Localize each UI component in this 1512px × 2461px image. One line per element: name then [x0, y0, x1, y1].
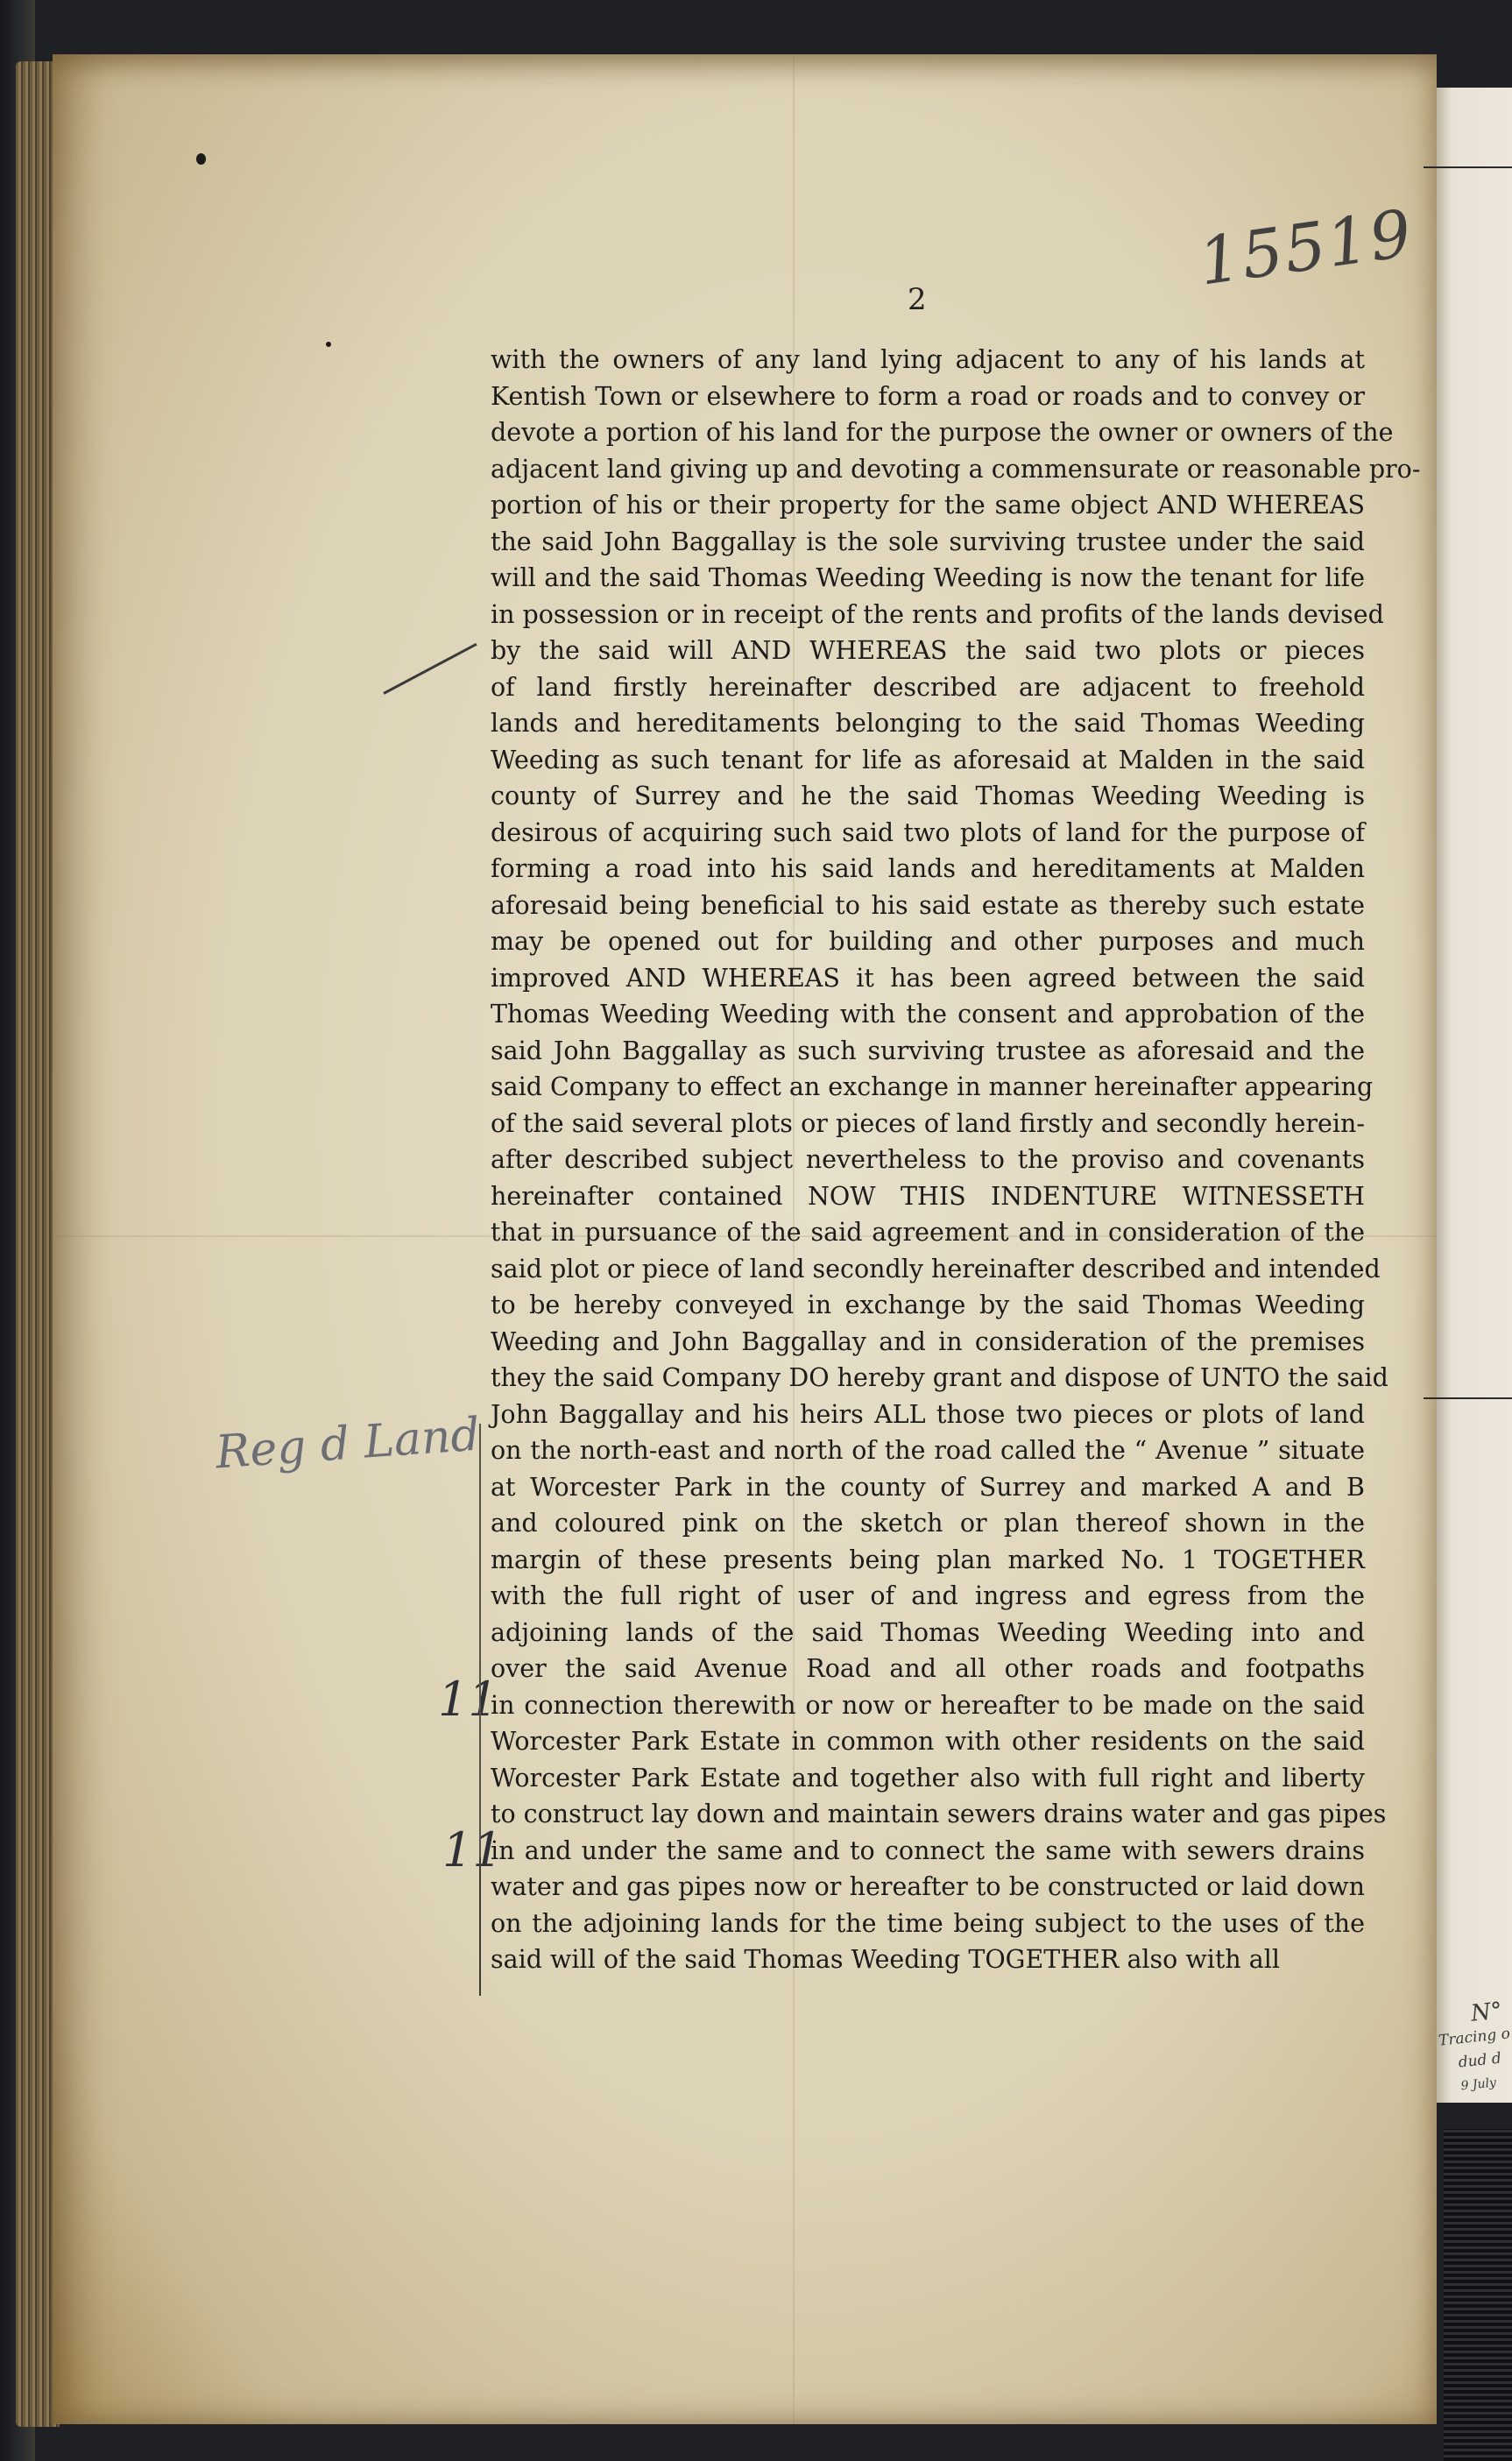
text-line: by the said will AND WHEREAS the said two plots or pieces [491, 636, 1365, 665]
text-line: margin of these presents being plan marked No. 1 TOGETHER [491, 1545, 1365, 1574]
text-line: in and under the same and to connect the same with sewers drains [491, 1835, 1365, 1865]
text-line: portion of his or their property for the same object AND WHEREAS [491, 491, 1365, 520]
text-line: adjacent land giving up and devoting a commensurate or reasonable pro- [491, 454, 1421, 484]
text-line: hereinafter contained NOW THIS INDENTURE WITNESSETH [491, 1181, 1365, 1211]
ditto-mark: 11 [442, 1822, 503, 1878]
text-line: in possession or in receipt of the rents and profits of the lands devised [491, 599, 1384, 629]
ink-spot [326, 342, 331, 347]
text-line: will and the said Thomas Weeding Weeding is now the tenant for life [491, 563, 1365, 592]
text-line: to be hereby conveyed in exchange by the said Thomas Weeding [491, 1291, 1365, 1319]
text-line: Worcester Park Estate in common with other residents on the said [491, 1727, 1365, 1756]
text-line: with the full right of user of and ingress and egress from the [491, 1581, 1365, 1610]
margin-annotation: Reg d Land [214, 1408, 482, 1480]
text-line: of the said several plots or pieces of land firstly and secondly herein- [491, 1108, 1365, 1138]
text-line: the said John Baggallay is the sole surviving trustee under the said [491, 527, 1365, 556]
ink-spot [196, 153, 206, 165]
text-line: on the adjoining lands for the time being subject to the uses of the [491, 1908, 1365, 1938]
note-line: Tracing o [1438, 2025, 1511, 2050]
text-line: after described subject nevertheless to the proviso and covenants [491, 1145, 1365, 1174]
note-line: dud d [1457, 2049, 1502, 2072]
attached-sheet [1437, 88, 1512, 2103]
reference-number-stamp: 15519 [1194, 195, 1418, 301]
text-line: forming a road into his said lands and hereditaments at Malden [491, 854, 1365, 883]
body-text [491, 342, 1421, 1978]
attached-sheet-note [1435, 1998, 1512, 2101]
text-line: water and gas pipes now or hereafter to be constructed or laid down [491, 1872, 1365, 1901]
note-line: N° [1469, 1998, 1504, 2027]
text-line: Weeding as such tenant for life as aforesaid at Malden in the said [491, 745, 1365, 774]
page-number: 2 [908, 282, 927, 317]
text-line: of land firstly hereinafter described are adjacent to freehold [491, 672, 1365, 702]
text-line: may be opened out for building and other purposes and much [491, 927, 1365, 956]
text-line: in connection therewith or now or hereafter to be made on the said [491, 1690, 1365, 1720]
text-line: on the north-east and north of the road called the “ Avenue ” situate [491, 1436, 1365, 1465]
note-line: 9 July [1459, 2076, 1497, 2094]
text-line: lands and hereditaments belonging to the said Thomas Weeding [491, 709, 1365, 738]
text-line: said will of the said Thomas Weeding TOGETHER also with all [491, 1945, 1280, 1974]
text-line: to construct lay down and maintain sewers drains water and gas pipes [491, 1800, 1387, 1828]
text-line: over the said Avenue Road and all other roads and footpaths [491, 1654, 1365, 1683]
text-line: aforesaid being beneficial to his said estate as thereby such estate [491, 890, 1365, 920]
attached-sheet-line [1424, 166, 1512, 168]
text-line: Thomas Weeding Weeding with the consent and approbation of the [491, 1000, 1365, 1029]
text-line: Weeding and John Baggallay and in consideration of the premises [491, 1326, 1365, 1356]
text-line: adjoining lands of the said Thomas Weeding Weeding into and [491, 1617, 1365, 1647]
text-line: improved AND WHEREAS it has been agreed between the said [491, 963, 1365, 993]
text-line: county of Surrey and he the said Thomas Weeding Weeding is [491, 781, 1365, 810]
text-line: John Baggallay and his heirs ALL those two pieces or plots of land [491, 1399, 1365, 1429]
text-line: desirous of acquiring such said two plots of land for the purpose of [491, 817, 1365, 847]
text-line: at Worcester Park in the county of Surrey and marked A and B [491, 1472, 1365, 1502]
attached-sheet-line [1424, 1397, 1512, 1399]
text-line: devote a portion of his land for the purpose the owner or owners of the [491, 418, 1394, 447]
ditto-mark: 11 [438, 1672, 498, 1727]
text-line: said Company to effect an exchange in manner hereinafter appearing [491, 1072, 1374, 1101]
book-pages-right [1444, 2129, 1512, 2461]
text-line: they the said Company DO hereby grant and dispose of UNTO the said [491, 1363, 1388, 1392]
text-line: said plot or piece of land secondly hereinafter described and intended [491, 1254, 1381, 1284]
text-line: and coloured pink on the sketch or plan thereof shown in the [491, 1509, 1365, 1538]
text-line: said John Baggallay as such surviving trustee as aforesaid and the [491, 1036, 1365, 1065]
text-line: Kentish Town or elsewhere to form a road or roads and to convey or [491, 381, 1365, 411]
text-line: that in pursuance of the said agreement and in consideration of the [491, 1218, 1365, 1247]
margin-bracket [479, 1857, 481, 1996]
text-line: Worcester Park Estate and together also with full right and liberty [491, 1763, 1365, 1793]
text-line: with the owners of any land lying adjacent to any of his lands at [491, 345, 1365, 374]
